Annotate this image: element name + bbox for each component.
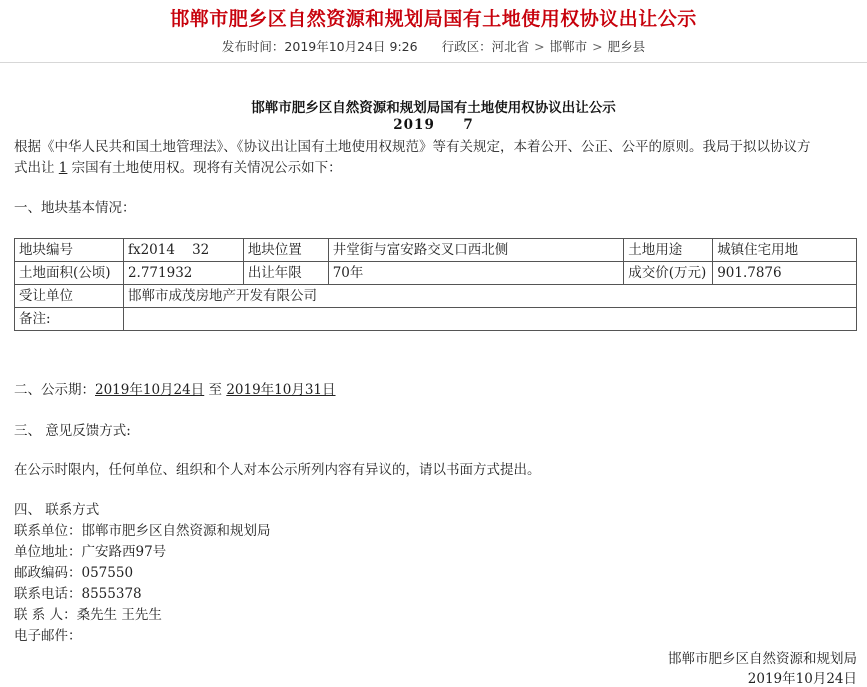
publish-meta bbox=[0, 37, 867, 55]
table-cell: 邯郸市成茂房地产开发有限公司 bbox=[123, 285, 856, 308]
header-divider bbox=[0, 62, 867, 63]
contact-person: 联 系 人：桑先生 王先生 bbox=[14, 607, 162, 623]
land-info-table bbox=[14, 238, 857, 331]
feedback-text: 在公示时限内，任何单位、组织和个人对本公示所列内容有异议的，请以书面方式提出。 bbox=[14, 462, 541, 478]
table-cell: 成交价(万元) bbox=[624, 262, 713, 285]
signature-date: 2019年10月24日 bbox=[747, 671, 857, 687]
contact-postcode: 邮政编码：057550 bbox=[14, 565, 134, 581]
contact-address: 单位地址：广安路西97号 bbox=[14, 544, 167, 560]
table-row bbox=[15, 285, 857, 308]
region-label: 行政区： bbox=[441, 39, 492, 54]
table-row bbox=[15, 262, 857, 285]
breadcrumb-sep: > bbox=[534, 39, 545, 54]
document-heading: 邯郸市肥乡区自然资源和规划局国有土地使用权协议出让公示 bbox=[251, 100, 616, 116]
contact-phone: 联系电话：8555378 bbox=[14, 586, 142, 602]
table-cell: 井堂街与富安路交叉口西北侧 bbox=[328, 239, 624, 262]
table-cell: 2.771932 bbox=[123, 262, 243, 285]
breadcrumb-county[interactable]: 肥乡县 bbox=[607, 39, 646, 54]
table-cell: 城镇住宅用地 bbox=[713, 239, 857, 262]
signature-org: 邯郸市肥乡区自然资源和规划局 bbox=[668, 651, 857, 667]
section-1-heading: 一、地块基本情况： bbox=[14, 200, 136, 216]
table-cell: fx2014 32 bbox=[123, 239, 243, 262]
breadcrumb-province[interactable]: 河北省 bbox=[491, 39, 530, 54]
table-cell: 地块编号 bbox=[15, 239, 124, 262]
period-start: 2019年10月24日 bbox=[95, 382, 205, 398]
published-value: 2019年10月24日 9:26 bbox=[284, 39, 418, 54]
table-cell: 901.7876 bbox=[713, 262, 857, 285]
page-title: 邯郸市肥乡区自然资源和规划局国有土地使用权协议出让公示 bbox=[170, 8, 697, 30]
intro-paragraph bbox=[14, 137, 859, 179]
table-row bbox=[15, 239, 857, 262]
table-cell: 土地面积(公顷) bbox=[15, 262, 124, 285]
table-cell: 受让单位 bbox=[15, 285, 124, 308]
section-3-heading: 三、 意见反馈方式: bbox=[14, 423, 131, 439]
intro-line-2: 式出让 1 宗国有土地使用权。现将有关情况公示如下： bbox=[14, 160, 342, 176]
period-end: 2019年10月31日 bbox=[226, 382, 336, 398]
section-2 bbox=[14, 380, 859, 401]
parcel-count: 1 bbox=[58, 160, 68, 176]
table-cell bbox=[123, 308, 856, 331]
published-label: 发布时间： bbox=[221, 39, 285, 54]
table-cell: 70年 bbox=[328, 262, 624, 285]
section-4-heading: 四、 联系方式 bbox=[14, 502, 100, 518]
intro-line-1: 根据《中华人民共和国土地管理法》、《协议出让国有土地使用权规范》等有关规定，本着公开、公正、公平的原则。我局于拟以协议方 bbox=[14, 139, 811, 155]
breadcrumb-city[interactable]: 邯郸市 bbox=[549, 39, 588, 54]
contact-email: 电子邮件： bbox=[14, 628, 82, 644]
table-cell: 地块位置 bbox=[243, 239, 328, 262]
table-cell: 出让年限 bbox=[243, 262, 328, 285]
table-row bbox=[15, 308, 857, 331]
period-to: 至 bbox=[204, 382, 227, 398]
section-2-label: 二、公示期： bbox=[14, 382, 95, 398]
contact-unit: 联系单位：邯郸市肥乡区自然资源和规划局 bbox=[14, 523, 271, 539]
table-cell: 备注: bbox=[15, 308, 124, 331]
document-date-line: 2019 7 bbox=[393, 117, 474, 133]
breadcrumb-sep: > bbox=[592, 39, 603, 54]
table-cell: 土地用途 bbox=[624, 239, 713, 262]
